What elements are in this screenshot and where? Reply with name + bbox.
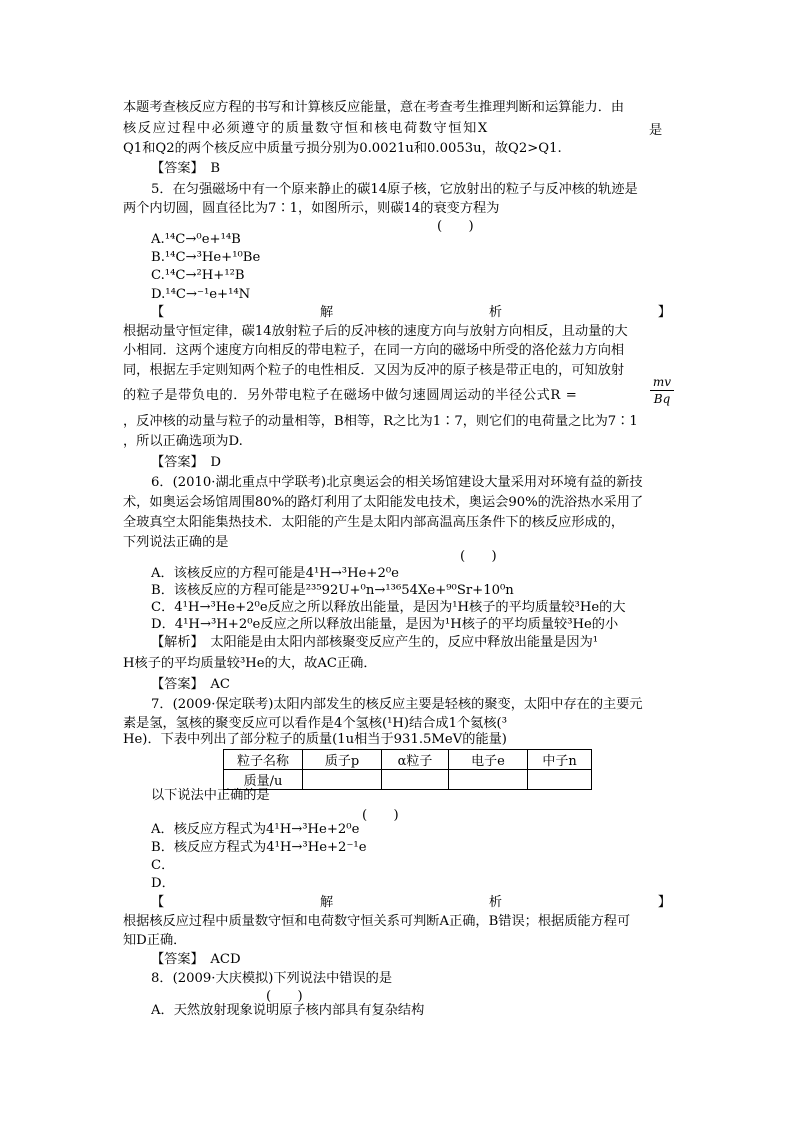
question-5-line: 5．在匀强磁场中有一个原来静止的碳14原子核，它放射出的粒子与反冲核的轨迹是	[151, 182, 638, 197]
text-line: 核反应过程中必须遵守的质量数守恒和核电荷数守恒知X	[123, 121, 489, 136]
table-header-cell: 电子e	[449, 750, 528, 770]
text-fragment: 是	[649, 123, 663, 138]
option-a: A．该核反应的方程可能是4¹H→³He+2⁰e	[151, 566, 399, 581]
text-line: He)．下表中列出了部分粒子的质量(1u相当于931.5MeV的能量)	[123, 732, 507, 747]
answer-blank: ( )	[266, 989, 303, 1004]
text-line: 素是氢，氢核的聚变反应可以看作是4个氢核(¹H)结合成1个氦核(³	[123, 716, 507, 731]
answer-line: 【答案】 AC	[151, 677, 230, 692]
option-a: A.¹⁴C→⁰e+¹⁴B	[151, 232, 241, 247]
text-line: 下列说法正确的是	[123, 535, 229, 550]
text-line: 本题考查核反应方程的书写和计算核反应能量，意在考查考生推理判断和运算能力．由	[123, 100, 625, 115]
option-d: D.¹⁴C→⁻¹e+¹⁴N	[151, 287, 251, 302]
text-line: 知D正确．	[123, 933, 187, 948]
answer-blank: ( )	[362, 808, 399, 823]
text-line: ，所以正确选项为D.	[123, 434, 243, 449]
text-line: 根据核反应过程中质量数守恒和电荷数守恒关系可判断A正确，B错误；根据质能方程可	[123, 914, 631, 929]
radius-formula: mv Bq	[650, 375, 674, 406]
text-line: 同，根据左手定则知两个粒子的电性相反．又因为反冲的原子核是带正电的，可知放射	[123, 363, 625, 378]
option-a: A．核反应方程式为4¹H→³He+2⁰e	[151, 822, 360, 837]
text-line: H核子的平均质量较³He的大，故AC正确．	[123, 656, 377, 671]
text-line: 术，如奥运会场馆周围80%的路灯利用了太阳能发电技术，奥运会90%的洗浴热水采用了	[123, 495, 644, 510]
answer-blank: ( )	[437, 219, 474, 234]
option-c: C．	[151, 858, 175, 873]
fraction-bar	[650, 390, 674, 391]
text-line: 以下说法中正确的是	[151, 788, 270, 803]
answer-blank: ( )	[460, 549, 497, 564]
table-header-cell: 质子p	[303, 750, 382, 770]
option-a: A．天然放射现象说明原子核内部具有复杂结构	[151, 1003, 425, 1018]
text-line: 的粒子是带负电的．另外带电粒子在磁场中做匀速圆周运动的半径公式R =	[123, 388, 578, 403]
table-header-cell: 粒子名称	[224, 750, 303, 770]
text-line: ，反冲核的动量与粒子的动量相等，B相等，R之比为1∶7，则它们的电荷量之比为7∶1	[123, 414, 638, 429]
question-8-line: 8．(2009·大庆模拟)下列说法中错误的是	[151, 971, 393, 986]
text-line: 两个内切圆，圆直径比为7∶1，如图所示，则碳14的衰变方程为	[123, 201, 500, 216]
answer-line: 【答案】 D	[151, 455, 221, 470]
option-c: C.¹⁴C→²H+¹²B	[151, 268, 245, 283]
answer-line: 【答案】 B	[151, 161, 221, 176]
table-header-row	[224, 750, 592, 770]
text-line: 全玻真空太阳能集热技术．太阳能的产生是太阳内部高温高压条件下的核反应形成的，	[123, 515, 625, 530]
option-d: D．4¹H→³H+2⁰e反应之所以释放出能量，是因为¹H核子的平均质量较³He的小	[151, 617, 619, 632]
analysis-line: 【解析】 太阳能是由太阳内部核聚变反应产生的，反应中释放出能量是因为¹	[151, 635, 599, 650]
option-b: B．核反应方程式为4¹H→³He+2⁻¹e	[151, 840, 367, 855]
option-d: D．	[151, 876, 175, 891]
text-line: Q1和Q2的两个核反应中质量亏损分别为0.0021u和0.0053u，故Q2>Q1.	[123, 141, 562, 156]
option-b: B．该核反应的方程可能是²³⁵92U+⁰n→¹³⁶54Xe+⁹⁰Sr+10⁰n	[151, 583, 514, 598]
answer-line: 【答案】 ACD	[151, 952, 241, 967]
text-line: 根据动量守恒定律，碳14放射粒子后的反冲核的速度方向与放射方向相反，且动量的大	[123, 324, 628, 339]
table-header-cell: α粒子	[382, 750, 449, 770]
table-header-cell: 中子n	[528, 750, 592, 770]
option-c: C．4¹H→³He+2⁰e反应之所以释放出能量，是因为¹H核子的平均质量较³He的大	[151, 600, 626, 615]
analysis-heading: 【 解 析 】	[151, 305, 671, 320]
table-row-label: 质量/u	[224, 770, 303, 790]
question-6-line: 6．(2010·湖北重点中学联考)北京奥运会的相关场馆建设大量采用对环境有益的新技	[151, 475, 643, 490]
option-b: B.¹⁴C→³He+¹⁰Be	[151, 250, 261, 265]
question-7-line: 7．(2009·保定联考)太阳内部发生的核反应主要是轻核的聚变，太阳中存在的主要元	[151, 697, 643, 712]
analysis-heading: 【 解 析 】	[151, 895, 671, 910]
text-line: 小相同．这两个速度方向相反的带电粒子，在同一方向的磁场中所受的洛伦兹力方向相	[123, 343, 625, 358]
particle-mass-table	[223, 749, 592, 790]
